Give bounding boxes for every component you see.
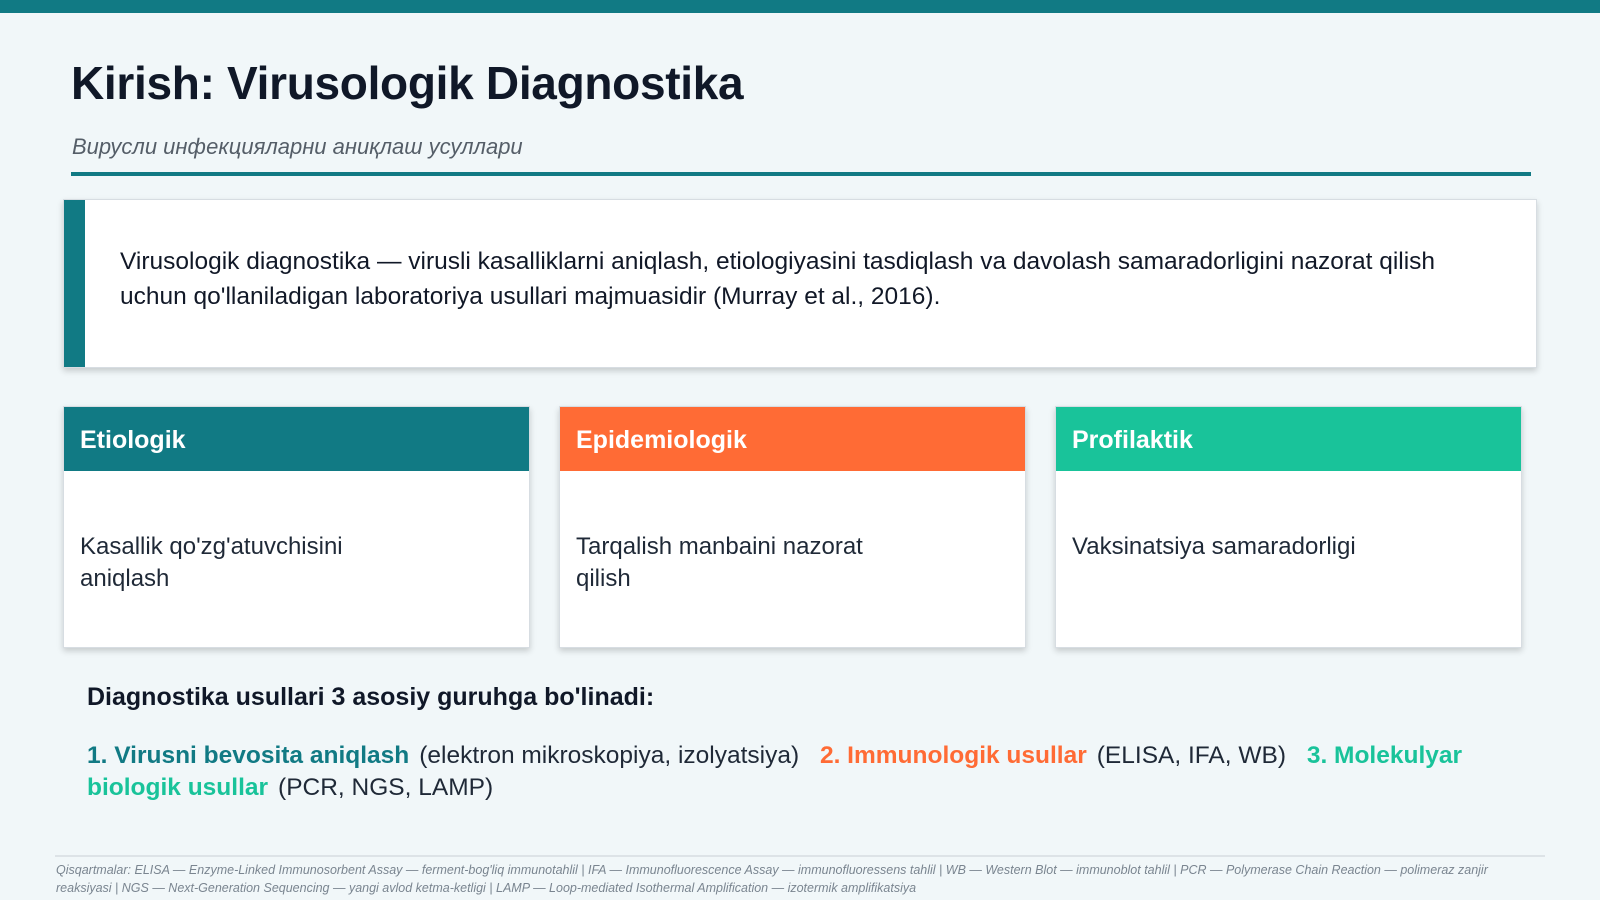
group-item-2 — [820, 742, 1300, 769]
groups-list — [87, 740, 1517, 804]
slide-subtitle: Вирусли инфекцияларни аниқлаш усуллари — [72, 134, 523, 159]
top-accent-bar — [0, 0, 1600, 13]
category-description: Vaksinatsiya samaradorligi — [1072, 533, 1356, 560]
category-card-profilaktik — [1055, 406, 1522, 648]
group-name: 1. Virusni bevosita aniqlash — [87, 742, 410, 769]
group-name: 3. Molekulyar biologik usullar — [87, 742, 1463, 801]
category-header: Etiologik — [64, 407, 529, 471]
category-header: Epidemiologik — [560, 407, 1025, 471]
category-card-epidemiologik — [559, 406, 1026, 648]
intro-card — [63, 199, 1537, 368]
groups-heading: Diagnostika usullari 3 asosiy guruhga bo'linadi: — [87, 683, 655, 711]
intro-text: Virusologik diagnostika — virusli kasalliklarni aniqlash, etiologiyasini tasdiqlash va davolash samaradorligini nazorat qilish uchun qo'llaniladigan laboratoriya usullari majmuasidir (Murray et al., 2016). — [120, 248, 1436, 310]
category-card-etiologik — [63, 406, 530, 648]
abbreviations-footnote: Qisqartmalar: ELISA — Enzyme-Linked Immunosorbent Assay — ferment-bog'liq immunotahlil | IFA — Immunofluorescence Assay — immunofluoressens tahlil | WB — Western Blot — immunoblot tahlil | PCR — Polymerase Chain Reaction — polimeraz zanjir reaksiyasi | NGS — Next-Generation Sequencing — yangi avlod ketma-ketligi | LAMP — Loop-mediated Isothermal Amplification — izotermik amplifikatsiya — [56, 863, 1488, 895]
group-details: (PCR, NGS, LAMP) — [278, 774, 494, 801]
title-divider — [71, 172, 1531, 176]
category-description: Tarqalish manbaini nazorat qilish — [576, 533, 863, 592]
category-header: Profilaktik — [1056, 407, 1521, 471]
slide-title: Kirish: Virusologik Diagnostika — [71, 57, 744, 109]
category-description: Kasallik qo'zg'atuvchisini aniqlash — [80, 533, 343, 592]
group-details: (ELISA, IFA, WB) — [1096, 742, 1286, 769]
intro-accent-bar — [64, 200, 85, 367]
group-item-1 — [87, 742, 813, 769]
footer-divider — [55, 855, 1545, 857]
group-name: 2. Immunologik usullar — [819, 742, 1087, 769]
group-details: (elektron mikroskopiya, izolyatsiya) — [419, 742, 800, 769]
